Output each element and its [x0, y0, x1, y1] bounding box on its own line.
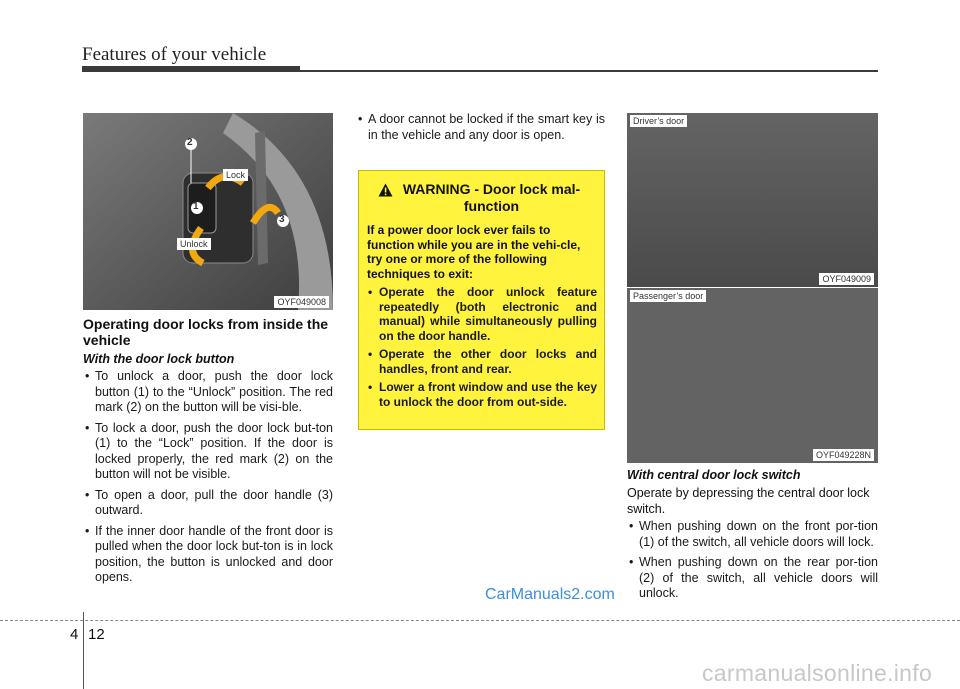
- page-number: 12: [88, 626, 105, 643]
- watermark-link[interactable]: CarManuals2.com: [485, 586, 615, 603]
- label-lock: Lock: [223, 169, 248, 181]
- middle-bullet-list: [356, 112, 605, 148]
- warning-list: [367, 285, 597, 409]
- subheading-central-switch: With central door lock switch: [627, 468, 801, 482]
- warning-heading: [367, 181, 597, 215]
- label-unlock: Unlock: [177, 238, 211, 250]
- callout-number-2: 2: [187, 137, 193, 148]
- list-item: • A door cannot be locked if the smart key is in the vehicle and any door is open.: [356, 112, 605, 143]
- photo-tag: Passenger’s door: [630, 290, 706, 302]
- warning-triangle-icon: [378, 183, 393, 197]
- photo-tag: Driver’s door: [630, 115, 687, 127]
- door-lock-illustration: [83, 113, 333, 310]
- photo-code: OYF049009: [819, 273, 874, 285]
- list-item: • To unlock a door, push the door lock button (1) to the “Unlock” position. The red mark (2) on the button will be visi-ble.: [83, 369, 333, 416]
- callout-number-1: 1: [193, 201, 199, 212]
- footer-divider: [83, 612, 84, 689]
- drivers-door-photo: [627, 113, 878, 287]
- warning-intro: If a power door lock ever fails to function while you are in the vehi-cle, try one or more of the following techniques to exit:: [367, 223, 581, 281]
- list-item: • Lower a front window and use the key to unlock the door from out-side.: [367, 380, 597, 409]
- header-rule-thin: [300, 70, 878, 72]
- list-item: • When pushing down on the rear por-tion (2) of the switch, all vehicle doors will unlock.: [627, 555, 878, 602]
- photo-code: OYF049228N: [813, 449, 874, 461]
- drivers-door-illustration: [627, 113, 878, 287]
- warning-title: WARNING - Door lock mal-function: [402, 181, 581, 214]
- list-item: • If the inner door handle of the front door is pulled when the door lock but-ton is in lock position, the button is unlocked and door opens.: [83, 524, 333, 586]
- list-item: • Operate the other door locks and handles, front and rear.: [367, 347, 597, 376]
- chapter-number: 4: [70, 626, 79, 643]
- photo-code: OYF049008: [274, 296, 329, 308]
- header-title: Features of your vehicle: [82, 44, 267, 65]
- section-heading: Operating door locks from inside the vehicle: [83, 316, 329, 348]
- door-lock-photo: [83, 113, 333, 310]
- left-bullet-list: [83, 369, 333, 591]
- passengers-door-photo: [627, 288, 878, 463]
- header-rule-thick: [82, 66, 300, 72]
- list-item: • To open a door, pull the door handle (3) outward.: [83, 488, 333, 519]
- list-item: • When pushing down on the front por-tion (1) of the switch, all vehicle doors will lock.: [627, 519, 878, 550]
- callout-number-3: 3: [279, 214, 285, 225]
- footer-watermark: carmanualsonline.info: [702, 660, 933, 686]
- footer-dashed-rule: [0, 620, 960, 621]
- subheading-door-lock-button: With the door lock button: [83, 352, 235, 366]
- warning-box: [358, 170, 605, 430]
- list-item: • Operate the door unlock feature repeatedly (both electronic and manual) while simultaneously pulling on the door handle.: [367, 285, 597, 343]
- passengers-door-illustration: [627, 288, 878, 463]
- central-switch-intro: Operate by depressing the central door lock switch.: [627, 486, 870, 516]
- list-item: • To lock a door, push the door lock but-ton (1) to the “Lock” position. If the door is locked properly, the red mark (2) on the button will not be visible.: [83, 421, 333, 483]
- right-bullet-list: [627, 519, 878, 607]
